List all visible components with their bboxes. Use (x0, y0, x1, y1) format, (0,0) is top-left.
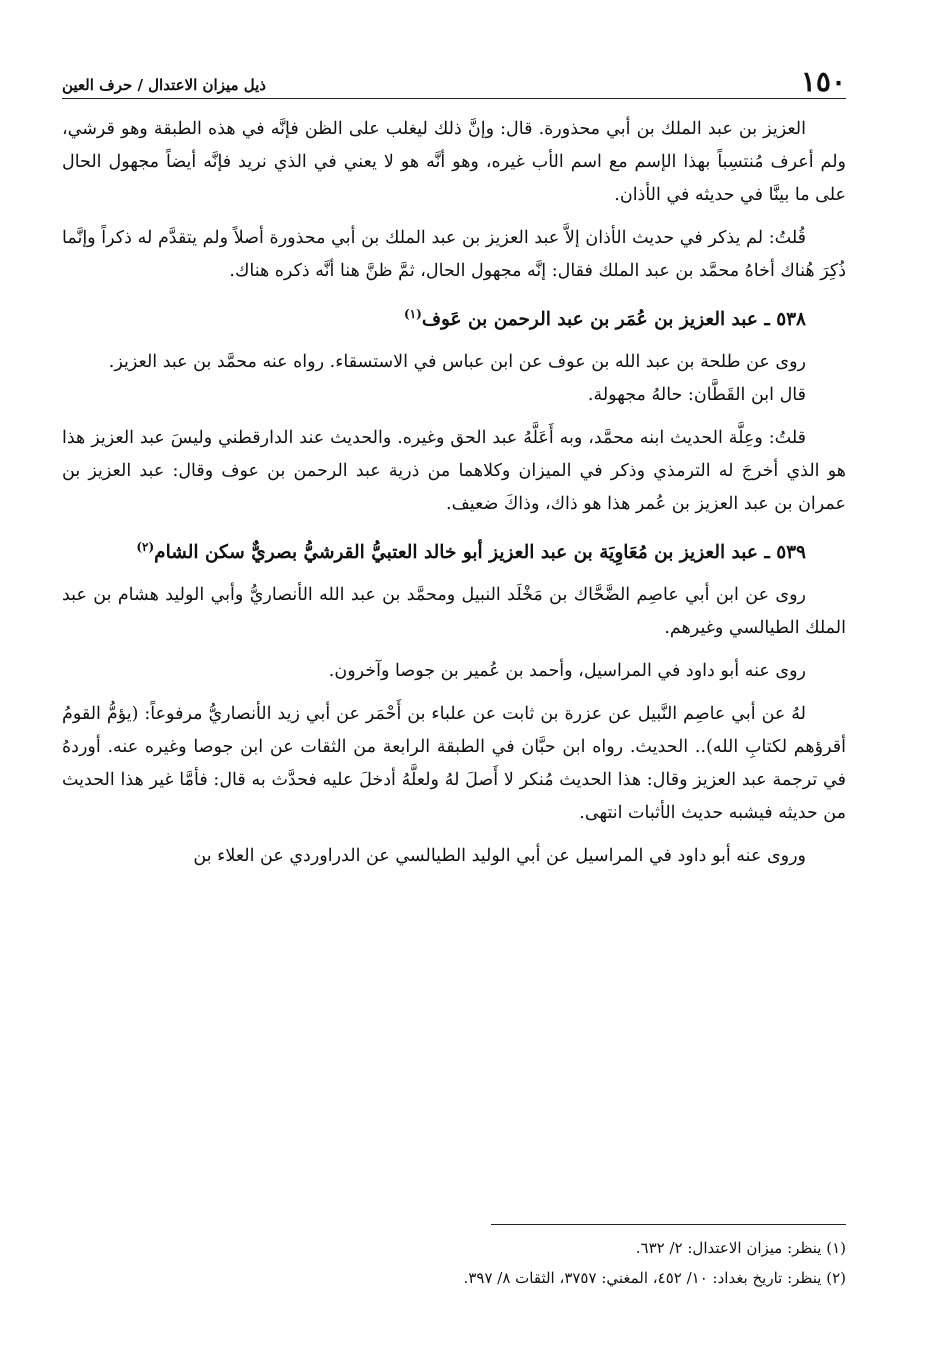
footnote-ref-1: (١) (403, 307, 422, 321)
footnote-divider (491, 1224, 846, 1225)
paragraph-4: قال ابن القَطَّان: حالهُ مجهولة. (587, 385, 806, 406)
page-number: ١٥٠ (800, 65, 846, 98)
page-header (62, 60, 846, 99)
paragraph-9: وروى عنه أبو داود في المراسيل عن أبي الوليد الطيالسي عن الدراوردي عن العلاء بن (193, 846, 806, 867)
footnote-2: (٢) ينظر: تاريخ بغداد: ١٠/ ٤٥٢، المغني: ٣٧٥٧، الثقات ٨/ ٣٩٧. (463, 1269, 846, 1287)
paragraph-2: قُلتُ: لم يذكر في حديث الأذان إلاَّ عبد العزيز بن عبد الملك بن أبي محذورة أصلاً ولم يتقدَّم له ذكراً وإنَّما ذُكِرَ هُناك أخاهُ محمَّد بن عبد الملك فقال: إنَّه مجهول الحال، ثمَّ ظنَّ هنا أنَّه ذكره هناك. (62, 228, 846, 281)
entry-538-title (62, 298, 846, 336)
footnotes (62, 1224, 846, 1293)
running-title: ذيل ميزان الاعتدال / حرف العين (62, 76, 266, 94)
entry-538-name: ٥٣٨ ـ عبد العزيز بن عُمَر بن عبد الرحمن بن عَوف (421, 309, 806, 331)
paragraph-7: روى عنه أبو داود في المراسيل، وأحمد بن عُمير بن جوصا وآخرون. (328, 661, 806, 682)
body-text (62, 113, 846, 873)
paragraph-5: قلتُ: وعِلَّة الحديث ابنه محمَّد، وبه أَعَلَّهُ عبد الحق وغيره. والحديث عند الدارقطني وليسَ عبد العزيز هذا هو الذي أخرجَ له الترمذي وذكر في الميزان وكلاهما من ذرية عبد الرحمن بن عوف وقال: عبد العزيز بن عمران بن عبد العزيز بن عُمر هذا هو ذاك، وذاكَ ضعيف. (62, 428, 846, 515)
footnote-1: (١) ينظر: ميزان الاعتدال: ٢/ ٦٣٢. (635, 1239, 846, 1257)
paragraph-1: العزيز بن عبد الملك بن أبي محذورة. قال: وإنَّ ذلك ليغلب على الظن فإنَّه في هذه الطبقة وهو قرشي، ولم أعرف مُنتسِباً بهذا الإسم مع اسم الأب غيره، وهو أنَّه هو لا يعني في الذي نريد فإنَّه أيضاً مجهول الحال على ما بينَّا في حديثه في الأذان. (62, 119, 846, 205)
entry-539-name: ٥٣٩ ـ عبد العزيز بن مُعَاوِيَة بن عبد العزيز أبو خالد العتبيُّ القرشيُّ بصريٌّ سكن الشام (154, 542, 806, 564)
paragraph-3: روى عن طلحة بن عبد الله بن عوف عن ابن عباس في الاستسقاء. رواه عنه محمَّد بن عبد العزيز. (108, 352, 806, 373)
paragraph-6: روى عن ابن أبي عاصِم الضَّحَّاك بن مَخْلَد النبيل ومحمَّد بن عبد الله الأنصاريُّ وأبي الوليد هشام بن عبد الملك الطيالسي وغيرهم. (62, 585, 846, 639)
entry-539-title (62, 531, 846, 569)
page (62, 60, 846, 873)
paragraph-8: لهُ عن أبي عاصِم النَّبيل عن عزرة بن ثابت عن علباء بن أَحْمَر عن أبي زيد الأنصاريُّ مرفوعاً: (يؤمُّ القومُ أقرؤهم لكتابِ الله).. الحديث. رواه ابن حبَّان في الطبقة الرابعة من الثقات عن ابن جوصا وغيره عنه. أوردهُ في ترجمة عبد العزيز وقال: هذا الحديث مُنكر لا أَصلَ لهُ ولعلَّهُ أدخلَ عليه فحدَّث به قال: فأمَّا غير هذا الحديث من حديثه فيشبه حديث الأثبات انتهى. (62, 704, 846, 824)
footnote-ref-2: (٢) (136, 540, 155, 555)
